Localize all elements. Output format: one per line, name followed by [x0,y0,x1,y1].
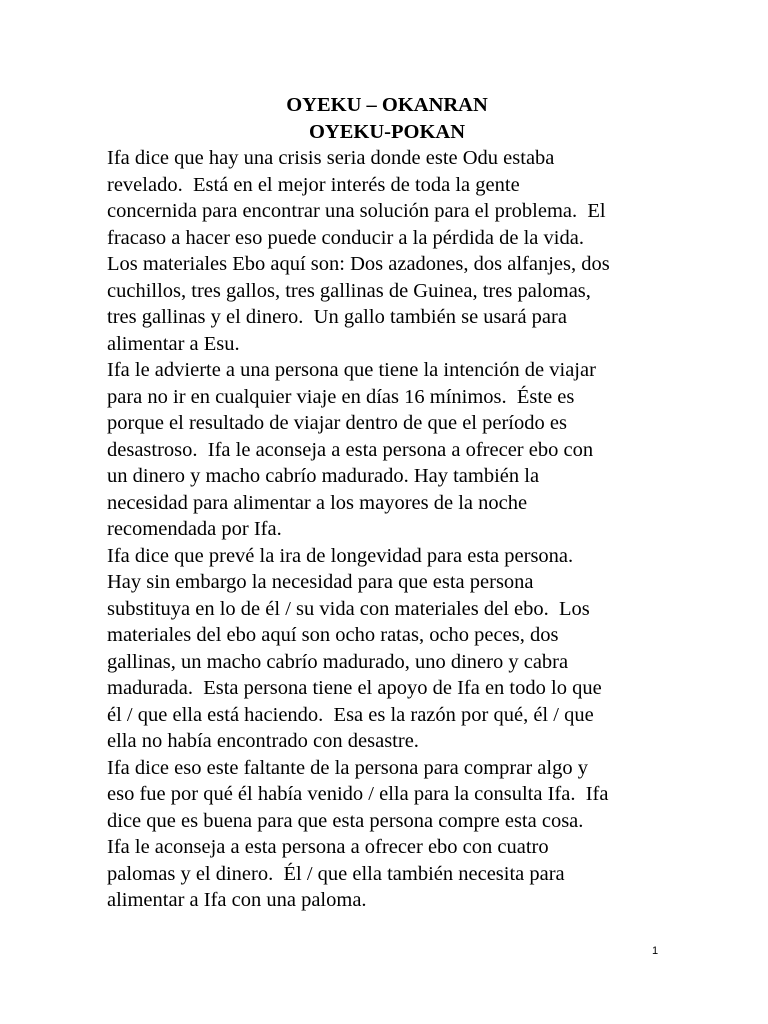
text-line: revelado. Está en el mejor interés de toda la gente [107,173,520,196]
text-line: recomendada por Ifa. [107,518,282,540]
text-line: palomas y el dinero. Él / que ella también necesita para [107,862,565,885]
text-line: Ifa dice que hay una crisis seria donde este Odu estaba [107,147,555,169]
text-line: dice que es buena para que esta persona compre esta cosa. [107,809,584,832]
text-line: tres gallinas y el dinero. Un gallo también se usará para [107,306,567,328]
text-line: Los materiales Ebo aquí son: Dos azadones, dos alfanjes, dos [107,253,610,275]
text-line: Ifa dice eso este faltante de la persona para comprar algo y [107,756,588,779]
text-line: materiales del ebo aquí son ocho ratas, ocho peces, dos [107,624,559,646]
text-line: Ifa le advierte a una persona que tiene la intención de viajar [107,359,596,381]
text-line: Ifa le aconseja a esta persona a ofrecer ebo con cuatro [107,836,549,858]
text-line: concernida para encontrar una solución para el problema. El [107,200,606,222]
text-line: cuchillos, tres gallos, tres gallinas de Guinea, tres palomas, [107,279,591,302]
paragraph [107,755,667,914]
text-line: fracaso a hacer eso puede conducir a la pérdida de la vida. [107,226,584,249]
text-line: alimentar a Ifa con una paloma. [107,889,367,911]
text-line: para no ir en cualquier viaje en días 16 mínimos. Éste es [107,385,575,408]
document-title: OYEKU – OKANRAN [286,94,488,116]
text-line: eso fue por qué él había venido / ella para la consulta Ifa. Ifa [107,783,609,805]
page-number: 1 [652,945,659,957]
text-line: gallinas, un macho cabrío madurado, uno dinero y cabra [107,650,569,673]
document-body [107,145,667,914]
text-line: porque el resultado de viajar dentro de que el período es [107,412,567,434]
text-line: un dinero y macho cabrío madurado. Hay también la [107,465,540,487]
text-line: Hay sin embargo la necesidad para que esta persona [107,571,534,593]
text-line: él / que ella está haciendo. Esa es la razón por qué, él / que [107,703,594,726]
paragraph [107,357,667,543]
text-line: necesidad para alimentar a los mayores de la noche [107,491,528,514]
paragraph [107,145,667,357]
text-line: Ifa dice que prevé la ira de longevidad para esta persona. [107,544,574,567]
text-line: ella no había encontrado con desastre. [107,730,419,752]
text-line: alimentar a Esu. [107,332,240,355]
text-line: desastroso. Ifa le aconseja a esta persona a ofrecer ebo con [107,438,594,461]
document-page [107,92,667,914]
text-line: madurada. Esta persona tiene el apoyo de Ifa en todo lo que [107,677,602,699]
text-line: substituya en lo de él / su vida con materiales del ebo. Los [107,597,590,620]
paragraph [107,543,667,755]
document-subtitle: OYEKU-POKAN [308,120,466,143]
